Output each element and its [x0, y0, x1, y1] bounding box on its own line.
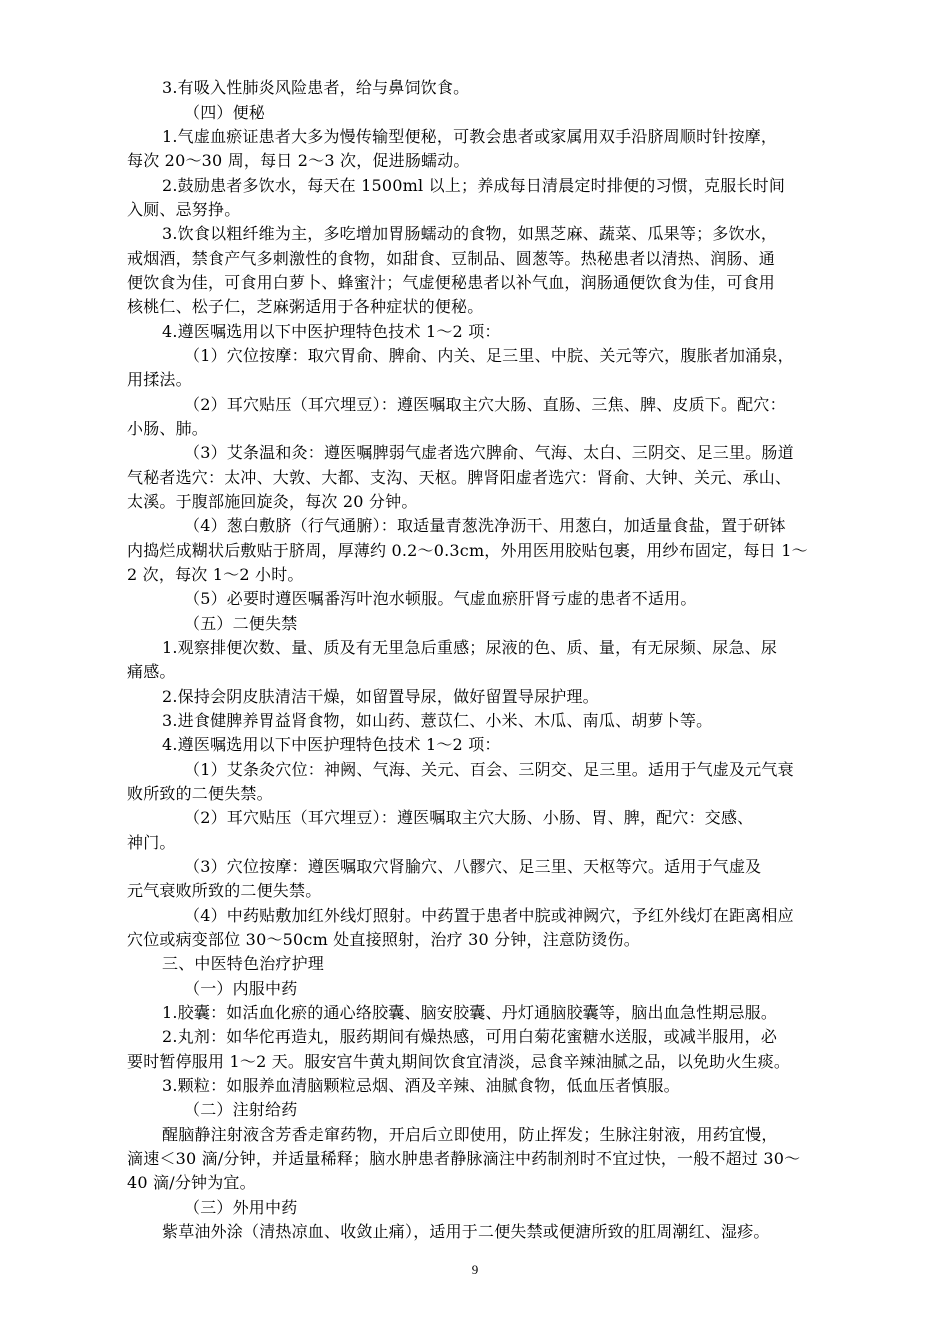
text-line: 核桃仁、松子仁，芝麻粥适用于各种症状的便秘。	[127, 297, 484, 316]
text-line: 4.遵医嘱选用以下中医护理特色技术 1～2 项：	[162, 735, 501, 754]
text-line: （3）穴位按摩：遵医嘱取穴肾腧穴、八髎穴、足三里、天枢等穴。适用于气虚及	[184, 857, 762, 876]
text-line: 2 次，每次 1～2 小时。	[127, 565, 304, 584]
text-line: 戒烟酒，禁食产气多刺激性的食物，如甜食、豆制品、圆葱等。热秘患者以清热、润肠、通	[127, 249, 776, 268]
section-heading: （一）内服中药	[184, 979, 298, 998]
text-line: 穴位或病变部位 30～50cm 处直接照射，治疗 30 分钟，注意防烫伤。	[127, 930, 640, 949]
text-line: （3）艾条温和灸：遵医嘱脾弱气虚者选穴脾俞、气海、太白、三阴交、足三里。肠道	[184, 443, 794, 462]
text-line: 2.保持会阴皮肤清洁干燥，如留置导尿，做好留置导尿护理。	[162, 687, 599, 706]
text-line: 3.有吸入性肺炎风险患者，给与鼻饲饮食。	[162, 78, 470, 97]
text-line: 1.观察排便次数、量、质及有无里急后重感；尿液的色、质、量，有无尿频、尿急、尿	[162, 638, 778, 657]
section-heading: （五）二便失禁	[184, 614, 298, 633]
text-line: （5）必要时遵医嘱番泻叶泡水顿服。气虚血瘀肝肾亏虚的患者不适用。	[184, 589, 697, 608]
text-line: 1.气虚血瘀证患者大多为慢传输型便秘，可教会患者或家属用双手沿脐周顺时针按摩，	[162, 127, 778, 146]
text-line: 元气衰败所致的二便失禁。	[127, 881, 322, 900]
text-line: 败所致的二便失禁。	[127, 784, 273, 803]
text-line: 内捣烂成糊状后敷贴于脐周，厚薄约 0.2～0.3cm，外用医用胶贴包裹，用纱布固定，每日 1～	[127, 541, 808, 560]
text-line: 醒脑静注射液含芳香走窜药物，开启后立即使用，防止挥发；生脉注射液，用药宜慢，	[162, 1125, 778, 1144]
text-line: 3.饮食以粗纤维为主，多吃增加胃肠蠕动的食物，如黑芝麻、蔬菜、瓜果等；多饮水，	[162, 224, 778, 243]
section-heading: （二）注射给药	[184, 1100, 298, 1119]
text-line: 太溪。于腹部施回旋灸，每次 20 分钟。	[127, 492, 418, 511]
text-line: 气秘者选穴：太冲、大敦、大都、支沟、天枢。脾肾阳虚者选穴：肾俞、大钟、关元、承山、	[127, 468, 792, 487]
section-heading: 三、中医特色治疗护理	[162, 954, 325, 973]
text-line: 神门。	[127, 833, 176, 852]
text-line: 入厕、忌努挣。	[127, 200, 241, 219]
text-line: （2）耳穴贴压（耳穴埋豆）：遵医嘱取主穴大肠、小肠、胃、脾，配穴：交感、	[184, 808, 754, 827]
text-line: 3.进食健脾养胃益肾食物，如山药、薏苡仁、小米、木瓜、南瓜、胡萝卜等。	[162, 711, 713, 730]
text-line: 1.胶囊：如活血化瘀的通心络胶囊、脑安胶囊、丹灯通脑胶囊等，脑出血急性期忌服。	[162, 1003, 778, 1022]
text-line: 2.丸剂：如华佗再造丸，服药期间有燥热感，可用白菊花蜜糖水送服，或减半服用，必	[162, 1027, 778, 1046]
text-line: 40 滴/分钟为宜。	[127, 1173, 256, 1192]
text-line: 3.颗粒：如服养血清脑颗粒忌烟、酒及辛辣、油腻食物，低血压者慎服。	[162, 1076, 680, 1095]
text-line: 用揉法。	[127, 370, 192, 389]
text-line: 每次 20～30 周，每日 2～3 次，促进肠蠕动。	[127, 151, 470, 170]
page-number: 9	[471, 1262, 479, 1277]
section-heading: （四）便秘	[184, 103, 266, 122]
text-line: （4）葱白敷脐（行气通腑）：取适量青葱洗净沥干、用葱白，加适量食盐，置于研钵	[184, 516, 786, 535]
text-line: （1）穴位按摩：取穴胃俞、脾俞、内关、足三里、中脘、关元等穴，腹胀者加涌泉，	[184, 346, 794, 365]
text-line: 要时暂停服用 1～2 天。服安宫牛黄丸期间饮食宜清淡，忌食辛辣油腻之品，以免助火生痰。	[127, 1052, 791, 1071]
text-line: （4）中药贴敷加红外线灯照射。中药置于患者中脘或神阙穴，予红外线灯在距离相应	[184, 906, 794, 925]
text-line: 滴速＜30 滴/分钟，并适量稀释；脑水肿患者静脉滴注中药制剂时不宜过快，一般不超过 30～	[127, 1149, 801, 1168]
text-line: 痛感。	[127, 662, 176, 681]
text-line: 小肠、肺。	[127, 419, 209, 438]
text-line: 4.遵医嘱选用以下中医护理特色技术 1～2 项：	[162, 322, 501, 341]
text-line: （2）耳穴贴压（耳穴埋豆）：遵医嘱取主穴大肠、直肠、三焦、脾、皮质下。配穴：	[184, 395, 786, 414]
section-heading: （三）外用中药	[184, 1198, 298, 1217]
text-line: （1）艾条灸穴位：神阙、气海、关元、百会、三阴交、足三里。适用于气虚及元气衰	[184, 760, 794, 779]
text-line: 紫草油外涂（清热凉血、收敛止痛），适用于二便失禁或便溏所致的肛周潮红、湿疹。	[162, 1222, 770, 1241]
text-line: 2.鼓励患者多饮水，每天在 1500ml 以上；养成每日清晨定时排便的习惯，克服长时间	[162, 176, 786, 195]
text-line: 便饮食为佳，可食用白萝卜、蜂蜜汁；气虚便秘患者以补气血，润肠通便饮食为佳，可食用	[127, 273, 776, 292]
